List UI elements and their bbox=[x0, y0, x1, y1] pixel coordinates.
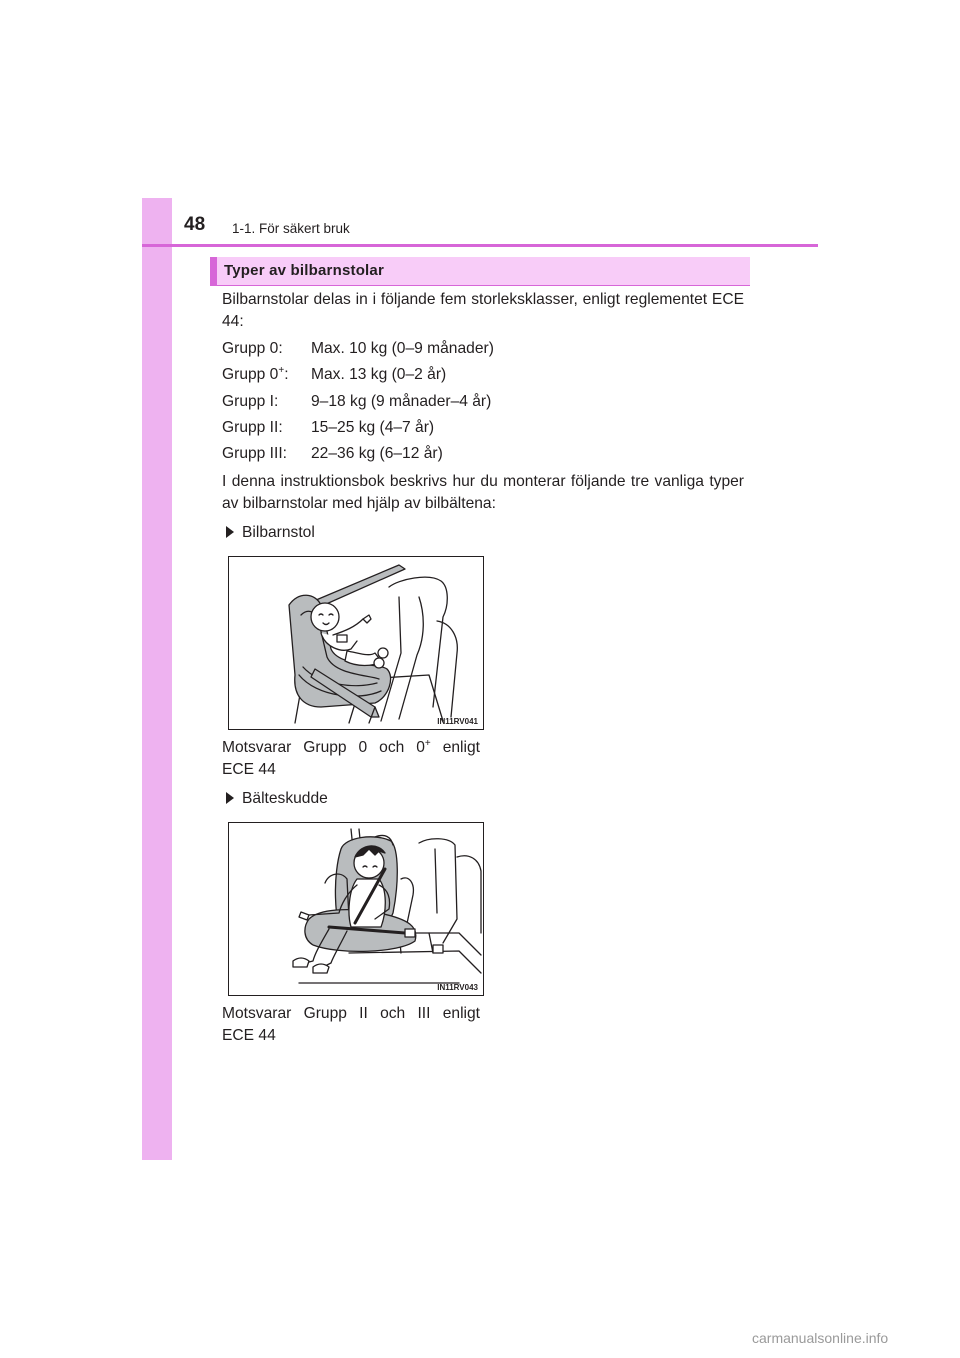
figure-code: IN11RV043 bbox=[437, 983, 478, 992]
group-label: Grupp 0+: bbox=[222, 365, 289, 383]
seat-type-item bbox=[226, 788, 328, 810]
seat-type-name: Bilbarnstol bbox=[242, 524, 315, 541]
page-number: 48 bbox=[184, 214, 206, 235]
group-value: Max. 10 kg (0–9 månader) bbox=[311, 340, 494, 357]
section-accent bbox=[210, 257, 217, 285]
chapter-title: 1-1. För säkert bruk bbox=[232, 221, 350, 236]
group-value: Max. 13 kg (0–2 år) bbox=[311, 366, 447, 383]
figure-caption: Motsvarar Grupp II och III enligt ECE 44 bbox=[222, 1005, 480, 1044]
intro-paragraph: Bilbarnstolar delas in i följande fem storleksklasser, enligt reglementet ECE 44: bbox=[222, 291, 744, 330]
section-title: Typer av bilbarnstolar bbox=[224, 262, 385, 279]
group-value: 9–18 kg (9 månader–4 år) bbox=[311, 393, 492, 410]
group-value: 22–36 kg (6–12 år) bbox=[311, 445, 443, 462]
group-label: Grupp III: bbox=[222, 445, 288, 462]
seat-type-item bbox=[226, 522, 315, 544]
side-tab-strip bbox=[142, 198, 172, 1160]
figure-code: IN11RV041 bbox=[437, 717, 478, 726]
seat-type-name: Bälteskudde bbox=[242, 790, 328, 807]
header-rule bbox=[142, 244, 818, 247]
figure-caption: Motsvarar Grupp 0 och 0+ enligt ECE 44 bbox=[222, 738, 480, 778]
bullet-triangle-icon bbox=[226, 792, 234, 804]
group-value: 15–25 kg (4–7 år) bbox=[311, 419, 435, 436]
bullet-triangle-icon bbox=[226, 526, 234, 538]
group-label: Grupp II: bbox=[222, 419, 283, 436]
section-underline bbox=[210, 285, 750, 286]
group-label: Grupp I: bbox=[222, 393, 279, 410]
footer-watermark: carmanualsonline.info bbox=[752, 1330, 889, 1346]
group-label: Grupp 0: bbox=[222, 340, 283, 357]
booster-seat-illustration bbox=[228, 822, 484, 996]
infant-seat-illustration bbox=[228, 556, 484, 730]
section-heading-bar bbox=[210, 257, 750, 285]
description-paragraph: I denna instruktionsbok beskrivs hur du monterar följande tre vanliga typer av bilbarnstolar med hjälp av bilbältena: bbox=[222, 473, 744, 512]
